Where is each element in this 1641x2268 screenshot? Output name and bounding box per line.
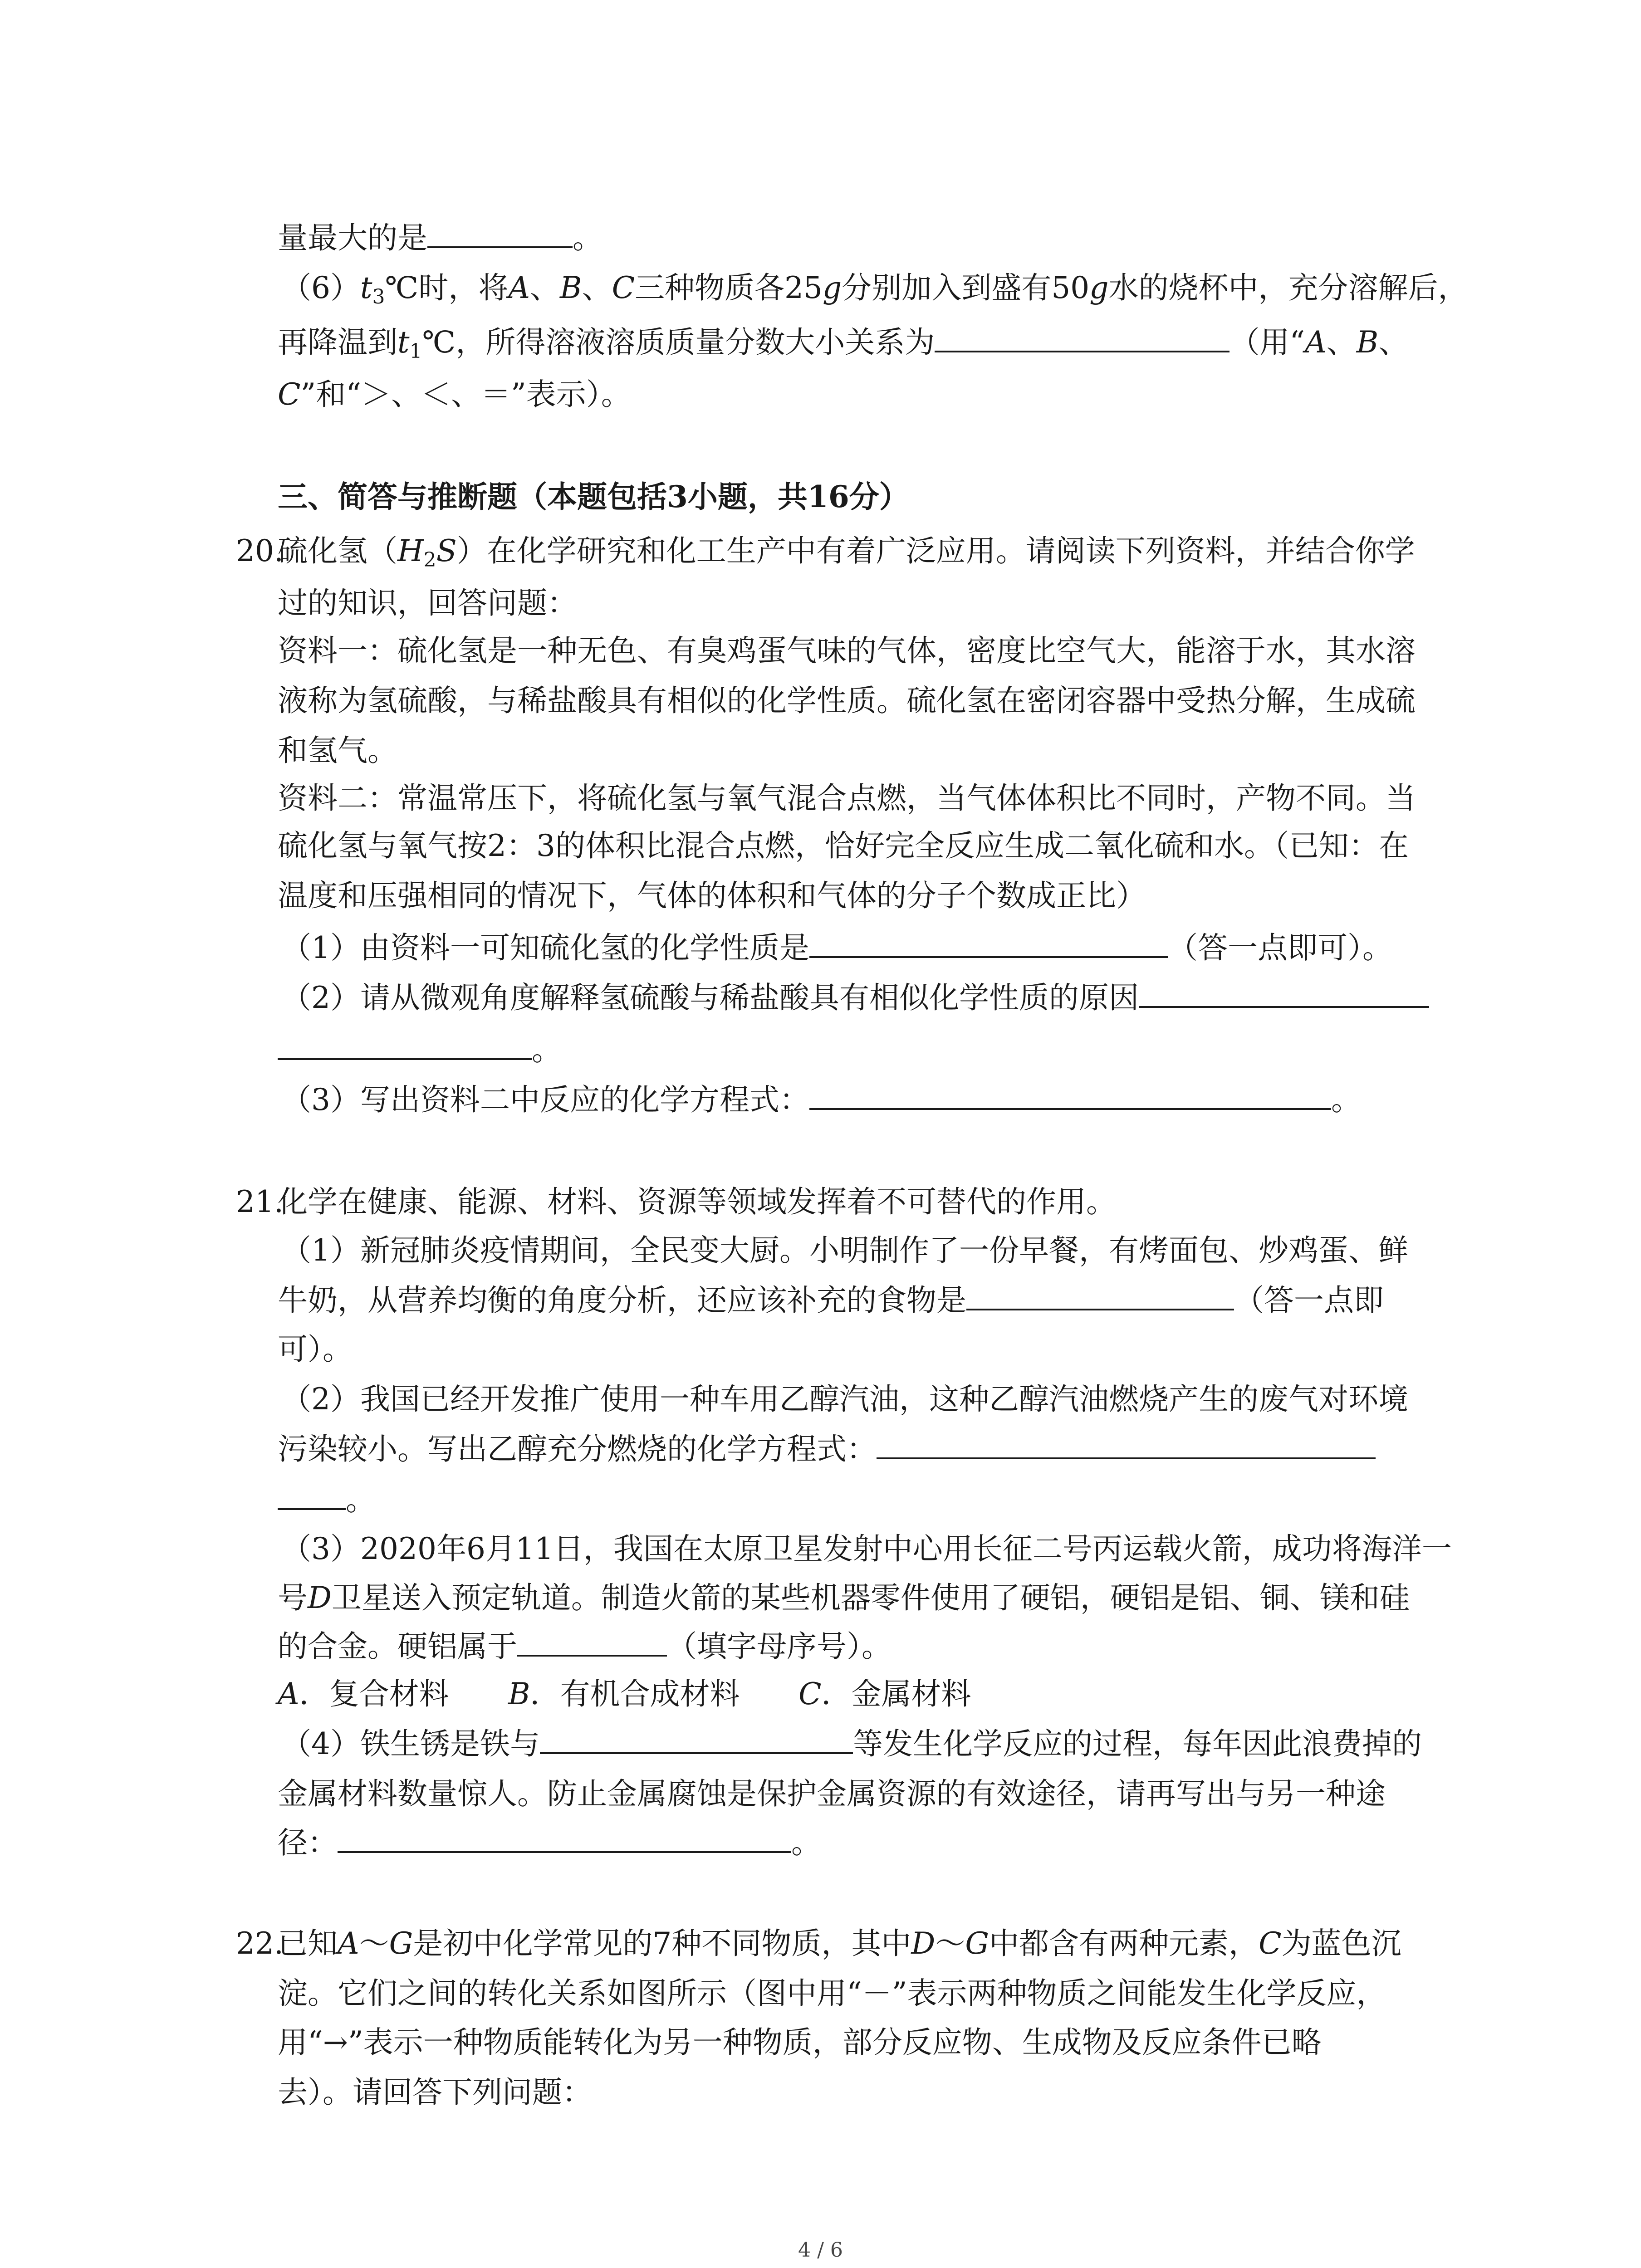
answer-blank[interactable] bbox=[809, 1080, 1331, 1110]
page-number: 4 / 6 bbox=[798, 2239, 843, 2262]
answer-blank[interactable] bbox=[935, 323, 1230, 352]
option-letter: C bbox=[798, 1677, 822, 1711]
text: 、 bbox=[530, 270, 560, 305]
text: 、 bbox=[582, 270, 612, 305]
subscript: 3 bbox=[372, 285, 385, 308]
q22-line-1 bbox=[278, 1923, 1401, 1964]
text: 分别加入到盛有50 bbox=[842, 270, 1090, 305]
text: 再降温到 bbox=[278, 325, 397, 360]
text: 牛奶，从营养均衡的角度分析，还应该补充的食物是 bbox=[278, 1283, 966, 1318]
q21-part-3-line-3 bbox=[278, 1626, 892, 1667]
unit-g: g bbox=[1089, 270, 1109, 305]
text: 是初中化学常见的7种不同物质，其中 bbox=[413, 1926, 911, 1961]
text: 水的烧杯中，充分溶解后， bbox=[1108, 270, 1468, 305]
q19-part-6-line-3 bbox=[278, 374, 631, 415]
text: （用“ bbox=[1230, 325, 1305, 360]
q20-part-2 bbox=[281, 978, 1429, 1018]
answer-blank[interactable] bbox=[966, 1281, 1234, 1310]
option-letter: A bbox=[278, 1677, 299, 1711]
formula-H: H bbox=[397, 533, 424, 568]
text: （6） bbox=[281, 270, 360, 305]
text: 中都含有两种元素， bbox=[989, 1926, 1259, 1961]
text: （3）写出资料二中反应的化学方程式： bbox=[281, 1082, 809, 1117]
text: （4）铁生锈是铁与 bbox=[281, 1726, 540, 1761]
q21-part-4-line-1 bbox=[281, 1724, 1422, 1765]
option-text: ．有机合成材料 bbox=[530, 1677, 740, 1711]
variable-t: t bbox=[397, 325, 410, 360]
text: 。 bbox=[791, 1825, 821, 1860]
text: 硫化氢（ bbox=[278, 533, 397, 568]
answer-blank[interactable] bbox=[278, 1030, 532, 1060]
q21-line-1: 化学在健康、能源、材料、资源等领域发挥着不可替代的作用。 bbox=[278, 1184, 1116, 1219]
variable-A: A bbox=[508, 270, 530, 305]
q22-number: 22. bbox=[236, 1926, 284, 1961]
text: 的合金。硬铝属于 bbox=[278, 1629, 517, 1664]
q21-part-4-line-3 bbox=[278, 1823, 821, 1863]
q22-line-2: 淀。它们之间的转化关系如图所示（图中用“－”表示两种物质之间能发生化学反应， bbox=[278, 1976, 1386, 2011]
text: 量最大的是 bbox=[278, 220, 427, 255]
text: 污染较小。写出乙醇充分燃烧的化学方程式： bbox=[278, 1432, 877, 1466]
answer-blank[interactable] bbox=[540, 1724, 853, 1754]
text: （答一点即可）。 bbox=[1168, 930, 1392, 965]
option-text: ．金属材料 bbox=[821, 1677, 971, 1711]
q21-part-2-line-1: （2）我国已经开发推广使用一种车用乙醇汽油，这种乙醇汽油燃烧产生的废气对环境 bbox=[281, 1382, 1408, 1417]
text: 。 bbox=[1331, 1082, 1361, 1117]
q21-option-b bbox=[508, 1674, 740, 1715]
answer-blank[interactable] bbox=[1139, 978, 1429, 1008]
option-text: ．复合材料 bbox=[299, 1677, 449, 1711]
q20-material-2-line-3: 温度和压强相同的情况下，气体的体积和气体的分子个数成正比） bbox=[278, 878, 1146, 913]
q21-part-1-line-2 bbox=[278, 1280, 1384, 1321]
text: （2）请从微观角度解释氢硫酸与稀盐酸具有相似化学性质的原因 bbox=[281, 980, 1139, 1015]
text: 、 bbox=[1326, 325, 1357, 360]
variable-A: A bbox=[1305, 325, 1327, 360]
q20-part-2-cont bbox=[278, 1030, 562, 1070]
q21-part-2-line-2 bbox=[278, 1429, 1376, 1470]
text: ）在化学研究和化工生产中有着广泛应用。请阅读下列资料，并结合你学 bbox=[456, 533, 1415, 568]
variable-C: C bbox=[278, 377, 301, 412]
text: ～ bbox=[935, 1926, 965, 1961]
variable-G: G bbox=[965, 1926, 989, 1961]
text: 。 bbox=[573, 220, 603, 255]
q21-part-3-line-2 bbox=[278, 1578, 1410, 1618]
q21-part-1-line-3: 可）。 bbox=[278, 1332, 353, 1367]
q20-material-1-line-2: 液称为氢硫酸，与稀盐酸具有相似的化学性质。硫化氢在密闭容器中受热分解，生成硫 bbox=[278, 683, 1416, 718]
variable-B: B bbox=[560, 270, 582, 305]
text: （1）由资料一可知硫化氢的化学性质是 bbox=[281, 930, 809, 965]
text: （答一点即 bbox=[1234, 1283, 1384, 1318]
text: 。 bbox=[346, 1482, 376, 1517]
text: 等发生化学反应的过程，每年因此浪费掉的 bbox=[853, 1726, 1422, 1761]
q21-part-1-line-1: （1）新冠肺炎疫情期间，全民变大厨。小明制作了一份早餐，有烤面包、炒鸡蛋、鲜 bbox=[281, 1233, 1408, 1268]
q20-part-1 bbox=[281, 928, 1392, 968]
text: 、 bbox=[1378, 325, 1409, 360]
q19-line-1 bbox=[278, 218, 603, 259]
text: ～ bbox=[359, 1926, 389, 1961]
text: （填字母序号）。 bbox=[667, 1629, 892, 1664]
q20-material-2-line-2: 硫化氢与氧气按2：3的体积比混合点燃，恰好完全反应生成二氧化硫和水。（已知：在 bbox=[278, 828, 1409, 863]
q20-material-1-line-1: 资料一：硫化氢是一种无色、有臭鸡蛋气味的气体，密度比空气大，能溶于水，其水溶 bbox=[278, 633, 1416, 668]
q21-option-a bbox=[278, 1674, 449, 1715]
q21-number: 21. bbox=[236, 1184, 284, 1219]
variable-B: B bbox=[1356, 325, 1379, 360]
q20-material-1-line-3: 和氢气。 bbox=[278, 733, 397, 768]
text: 三种物质各25 bbox=[635, 270, 823, 305]
q22-line-4: 去）。请回答下列问题： bbox=[278, 2075, 592, 2110]
q20-number: 20. bbox=[236, 533, 284, 568]
variable-D: D bbox=[308, 1580, 332, 1615]
option-letter: B bbox=[508, 1677, 530, 1711]
text: 卫星送入预定轨道。制造火箭的某些机器零件使用了硬铝，硬铝是铝、铜、镁和硅 bbox=[331, 1580, 1410, 1615]
variable-G: G bbox=[389, 1926, 413, 1961]
answer-blank[interactable] bbox=[809, 928, 1168, 958]
variable-C: C bbox=[1259, 1926, 1282, 1961]
q20-line-2: 过的知识，回答问题： bbox=[278, 586, 577, 621]
text: 号 bbox=[278, 1580, 308, 1615]
answer-blank[interactable] bbox=[877, 1429, 1376, 1459]
q21-option-c bbox=[798, 1674, 971, 1715]
variable-C: C bbox=[612, 270, 635, 305]
text: ”和“＞、＜、＝”表示）。 bbox=[300, 377, 631, 412]
text: 已知 bbox=[278, 1926, 338, 1961]
text: 径： bbox=[278, 1825, 338, 1860]
formula-S: S bbox=[436, 533, 457, 568]
answer-blank[interactable] bbox=[517, 1627, 667, 1657]
answer-blank[interactable] bbox=[338, 1823, 791, 1853]
subscript: 2 bbox=[423, 548, 436, 572]
text: ℃时，将 bbox=[385, 270, 509, 305]
q19-part-6-line-1 bbox=[281, 268, 1468, 308]
variable-A: A bbox=[338, 1926, 359, 1961]
text: 。 bbox=[532, 1032, 562, 1067]
answer-blank[interactable] bbox=[278, 1480, 346, 1510]
variable-t: t bbox=[360, 270, 372, 305]
variable-D: D bbox=[911, 1926, 936, 1961]
q21-part-2-cont bbox=[278, 1480, 376, 1520]
q22-line-3: 用“→”表示一种物质能转化为另一种物质，部分反应物、生成物及反应条件已略 bbox=[278, 2025, 1322, 2060]
subscript: 1 bbox=[409, 340, 422, 363]
q20-material-2-line-1: 资料二：常温常压下，将硫化氢与氧气混合点燃，当气体体积比不同时，产物不同。当 bbox=[278, 781, 1416, 816]
section-heading: 三、简答与推断题（本题包括3小题，共16分） bbox=[278, 479, 909, 514]
unit-g: g bbox=[823, 270, 842, 305]
q19-part-6-line-2 bbox=[278, 322, 1408, 363]
answer-blank[interactable] bbox=[427, 218, 573, 248]
q20-part-3 bbox=[281, 1080, 1361, 1120]
text: ℃，所得溶液溶质质量分数大小关系为 bbox=[422, 325, 935, 360]
q21-part-4-line-2: 金属材料数量惊人。防止金属腐蚀是保护金属资源的有效途径，请再写出与另一种途 bbox=[278, 1776, 1386, 1811]
q20-line-1 bbox=[278, 531, 1415, 572]
q21-part-3-line-1: （3）2020年6月11日，我国在太原卫星发射中心用长征二号丙运载火箭，成功将海洋一 bbox=[281, 1531, 1452, 1566]
text: 为蓝色沉 bbox=[1281, 1926, 1401, 1961]
